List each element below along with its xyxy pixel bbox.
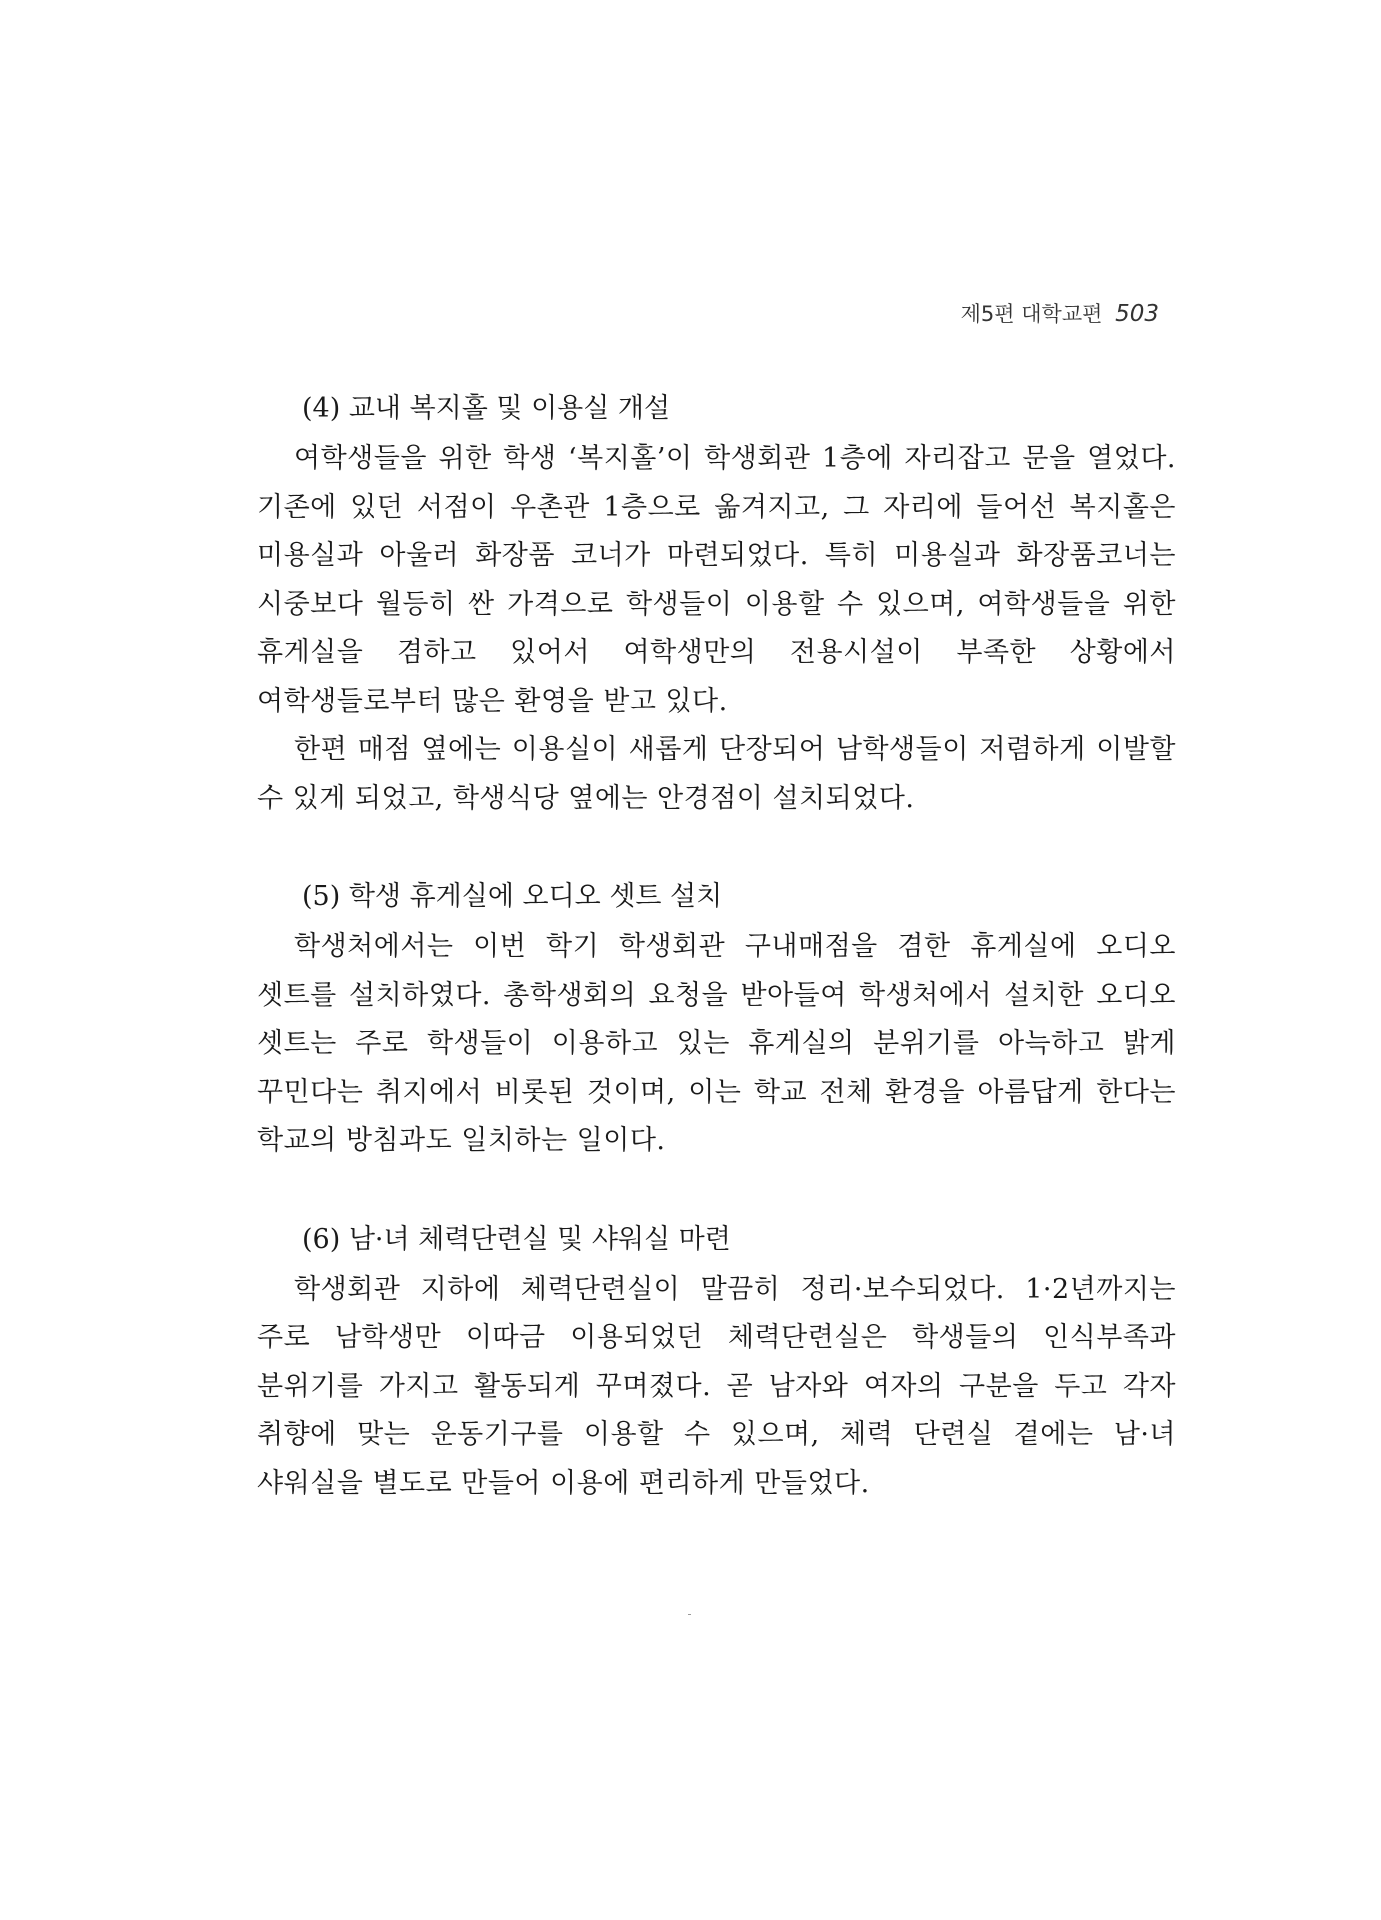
running-title: 제5편 대학교편 [960,302,1103,326]
paragraph: 한편 매점 옆에는 이용실이 새롭게 단장되어 남학생들이 저렴하게 이발할 수 있게 되었고, 학생식당 옆에는 안경점이 설치되었다. [257,734,1176,814]
section-welfare-hall [257,389,1176,823]
section-heading: (5) 학생 휴게실에 오디오 셋트 설치 [302,881,723,912]
section-fitness-room [257,1220,1176,1509]
page-number: 503 [1115,301,1159,327]
paragraph: 여학생들을 위한 학생 ‘복지홀’이 학생회관 1층에 자리잡고 문을 열었다. 기존에 있던 서점이 우촌관 1층으로 옮겨지고, 그 자리에 들어선 복지홀은 미용실과 아울러 화장품 코너가 마련되었다. 특히 미용실과 화장품코너는 시중보다 월등히 싼 가격으로 학생들이 이용할 수 있으며, 여학생들을 위한 휴게실을 겸하고 있어서 여학생만의 전용시설이 부족한 상황에서 여학생들로부터 많은 환영을 받고 있다. [257,443,1176,717]
document-body [257,389,1176,1562]
section-heading: (4) 교내 복지홀 및 이용실 개설 [302,393,671,424]
section-heading: (6) 남·녀 체력단련실 및 샤워실 마련 [302,1223,731,1255]
paragraph: 학생회관 지하에 체력단련실이 말끔히 정리·보수되었다. 1·2년까지는 주로 남학생만 이따금 이용되었던 체력단련실은 학생들의 인식부족과 분위기를 가지고 활동되게 꾸며졌다. 곧 남자와 여자의 구분을 두고 각자 취향에 맞는 운동기구를 이용할 수 있으며, 체력 단련실 곁에는 남·녀 샤워실을 별도로 만들어 이용에 편리하게 만들었다. [257,1273,1176,1499]
paragraph: 학생처에서는 이번 학기 학생회관 구내매점을 겸한 휴게실에 오디오 셋트를 설치하였다. 총학생회의 요청을 받아들여 학생처에서 설치한 오디오 셋트는 주로 학생들이 이용하고 있는 휴게실의 분위기를 아늑하고 밝게 꾸민다는 취지에서 비롯된 것이며, 이는 학교 전체 환경을 아름답게 한다는 학교의 방침과도 일치하는 일이다. [257,931,1176,1156]
running-header [961,298,1159,328]
scan-mark [688,1614,691,1615]
section-audio-set [257,877,1176,1166]
